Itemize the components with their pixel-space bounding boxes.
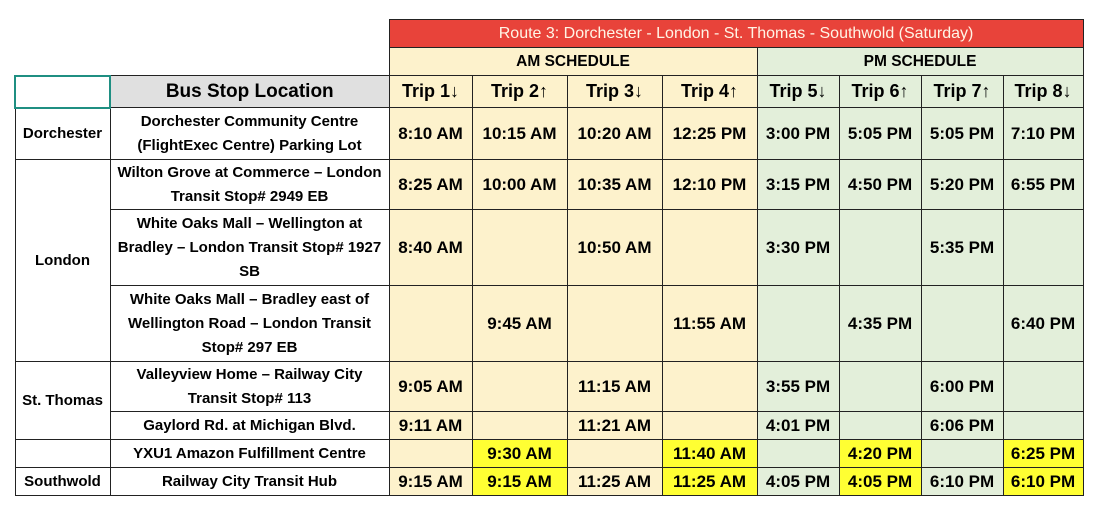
stop-name: Railway City Transit Hub <box>110 468 389 496</box>
direction-arrow-icon: ↓ <box>634 81 643 101</box>
time-cell: 6:55 PM <box>1003 160 1083 210</box>
time-cell <box>839 362 921 412</box>
time-cell: 10:20 AM <box>567 108 662 160</box>
time-cell: 12:10 PM <box>662 160 757 210</box>
direction-arrow-icon: ↓ <box>817 81 827 101</box>
city-st-thomas: St. Thomas <box>15 362 110 440</box>
time-cell-highlighted: 9:30 AM <box>472 440 567 468</box>
time-cell: 10:35 AM <box>567 160 662 210</box>
time-cell <box>1003 210 1083 286</box>
table-row <box>15 468 1083 496</box>
time-cell: 4:50 PM <box>839 160 921 210</box>
time-cell: 6:06 PM <box>921 412 1003 440</box>
stop-name: YXU1 Amazon Fulfillment Centre <box>110 440 389 468</box>
blank-cell <box>15 48 389 76</box>
time-cell <box>921 440 1003 468</box>
stop-name: Dorchester Community Centre (FlightExec Centre) Parking Lot <box>110 108 389 160</box>
time-cell: 4:01 PM <box>757 412 839 440</box>
trip-label: Trip 5 <box>769 81 818 101</box>
trip-label: Trip 1 <box>401 81 450 101</box>
time-cell: 11:55 AM <box>662 286 757 362</box>
trip-header <box>389 76 472 108</box>
table-row <box>15 440 1083 468</box>
time-cell: 11:15 AM <box>567 362 662 412</box>
time-cell-highlighted: 11:40 AM <box>662 440 757 468</box>
time-cell: 12:25 PM <box>662 108 757 160</box>
trip-header <box>757 76 839 108</box>
time-cell: 3:15 PM <box>757 160 839 210</box>
trip-header <box>472 76 567 108</box>
time-cell: 8:10 AM <box>389 108 472 160</box>
time-cell <box>567 286 662 362</box>
time-cell <box>662 362 757 412</box>
time-cell-highlighted: 4:05 PM <box>839 468 921 496</box>
time-cell: 3:00 PM <box>757 108 839 160</box>
time-cell <box>662 412 757 440</box>
time-cell <box>472 362 567 412</box>
time-cell: 9:45 AM <box>472 286 567 362</box>
trip-label: Trip 8 <box>1014 81 1063 101</box>
direction-arrow-icon: ↑ <box>539 81 548 101</box>
time-cell: 6:00 PM <box>921 362 1003 412</box>
time-cell: 5:05 PM <box>839 108 921 160</box>
trip-header <box>1003 76 1083 108</box>
time-cell <box>1003 362 1083 412</box>
city-blank <box>15 440 110 468</box>
bus-stop-location-header: Bus Stop Location <box>110 76 389 108</box>
trip-label: Trip 2 <box>490 81 539 101</box>
time-cell <box>389 440 472 468</box>
route-title: Route 3: Dorchester - London - St. Thomas - Southwold (Saturday) <box>389 20 1083 48</box>
time-cell <box>662 210 757 286</box>
blank-cell <box>15 20 389 48</box>
time-cell: 9:11 AM <box>389 412 472 440</box>
time-cell: 4:35 PM <box>839 286 921 362</box>
time-cell-highlighted: 4:20 PM <box>839 440 921 468</box>
time-cell: 8:40 AM <box>389 210 472 286</box>
trip-header <box>662 76 757 108</box>
time-cell <box>757 286 839 362</box>
time-cell <box>389 286 472 362</box>
time-cell: 5:05 PM <box>921 108 1003 160</box>
time-cell <box>472 210 567 286</box>
direction-arrow-icon: ↑ <box>899 81 909 101</box>
stop-name: Valleyview Home – Railway City Transit Stop# 113 <box>110 362 389 412</box>
time-cell-highlighted: 11:25 AM <box>662 468 757 496</box>
stop-name: White Oaks Mall – Bradley east of Wellington Road – London Transit Stop# 297 EB <box>110 286 389 362</box>
trip-label: Trip 7 <box>933 81 982 101</box>
time-cell: 8:25 AM <box>389 160 472 210</box>
trip-header <box>839 76 921 108</box>
time-cell: 11:25 AM <box>567 468 662 496</box>
am-schedule-header: AM SCHEDULE <box>389 48 757 76</box>
table-row <box>15 286 1083 362</box>
direction-arrow-icon: ↓ <box>450 81 459 101</box>
time-cell <box>921 286 1003 362</box>
time-cell: 4:05 PM <box>757 468 839 496</box>
table-row <box>15 362 1083 412</box>
time-cell: 10:50 AM <box>567 210 662 286</box>
time-cell-highlighted: 9:15 AM <box>472 468 567 496</box>
time-cell <box>839 210 921 286</box>
time-cell: 3:55 PM <box>757 362 839 412</box>
stop-name: Gaylord Rd. at Michigan Blvd. <box>110 412 389 440</box>
direction-arrow-icon: ↑ <box>981 81 991 101</box>
trip-label: Trip 4 <box>680 81 729 101</box>
time-cell <box>472 412 567 440</box>
time-cell <box>839 412 921 440</box>
time-cell: 6:10 PM <box>921 468 1003 496</box>
city-london: London <box>15 160 110 362</box>
time-cell <box>757 440 839 468</box>
table-row <box>15 412 1083 440</box>
table-row <box>15 108 1083 160</box>
time-cell-highlighted: 6:10 PM <box>1003 468 1083 496</box>
city-dorchester: Dorchester <box>15 108 110 160</box>
time-cell: 10:15 AM <box>472 108 567 160</box>
corner-cell <box>15 76 110 108</box>
time-cell: 9:05 AM <box>389 362 472 412</box>
time-cell: 9:15 AM <box>389 468 472 496</box>
time-cell-highlighted: 6:25 PM <box>1003 440 1083 468</box>
table-row <box>15 210 1083 286</box>
time-cell: 5:35 PM <box>921 210 1003 286</box>
time-cell: 11:21 AM <box>567 412 662 440</box>
trip-label: Trip 3 <box>585 81 634 101</box>
city-southwold: Southwold <box>15 468 110 496</box>
table-row <box>15 160 1083 210</box>
stop-name: White Oaks Mall – Wellington at Bradley – London Transit Stop# 1927 SB <box>110 210 389 286</box>
time-cell: 5:20 PM <box>921 160 1003 210</box>
pm-schedule-header: PM SCHEDULE <box>757 48 1083 76</box>
trip-header <box>567 76 662 108</box>
time-cell <box>1003 412 1083 440</box>
time-cell: 6:40 PM <box>1003 286 1083 362</box>
trip-header <box>921 76 1003 108</box>
direction-arrow-icon: ↓ <box>1062 81 1072 101</box>
time-cell: 3:30 PM <box>757 210 839 286</box>
time-cell: 10:00 AM <box>472 160 567 210</box>
direction-arrow-icon: ↑ <box>729 81 738 101</box>
trip-label: Trip 6 <box>851 81 900 101</box>
schedule-table <box>14 19 1084 496</box>
time-cell: 7:10 PM <box>1003 108 1083 160</box>
stop-name: Wilton Grove at Commerce – London Transit Stop# 2949 EB <box>110 160 389 210</box>
time-cell <box>567 440 662 468</box>
